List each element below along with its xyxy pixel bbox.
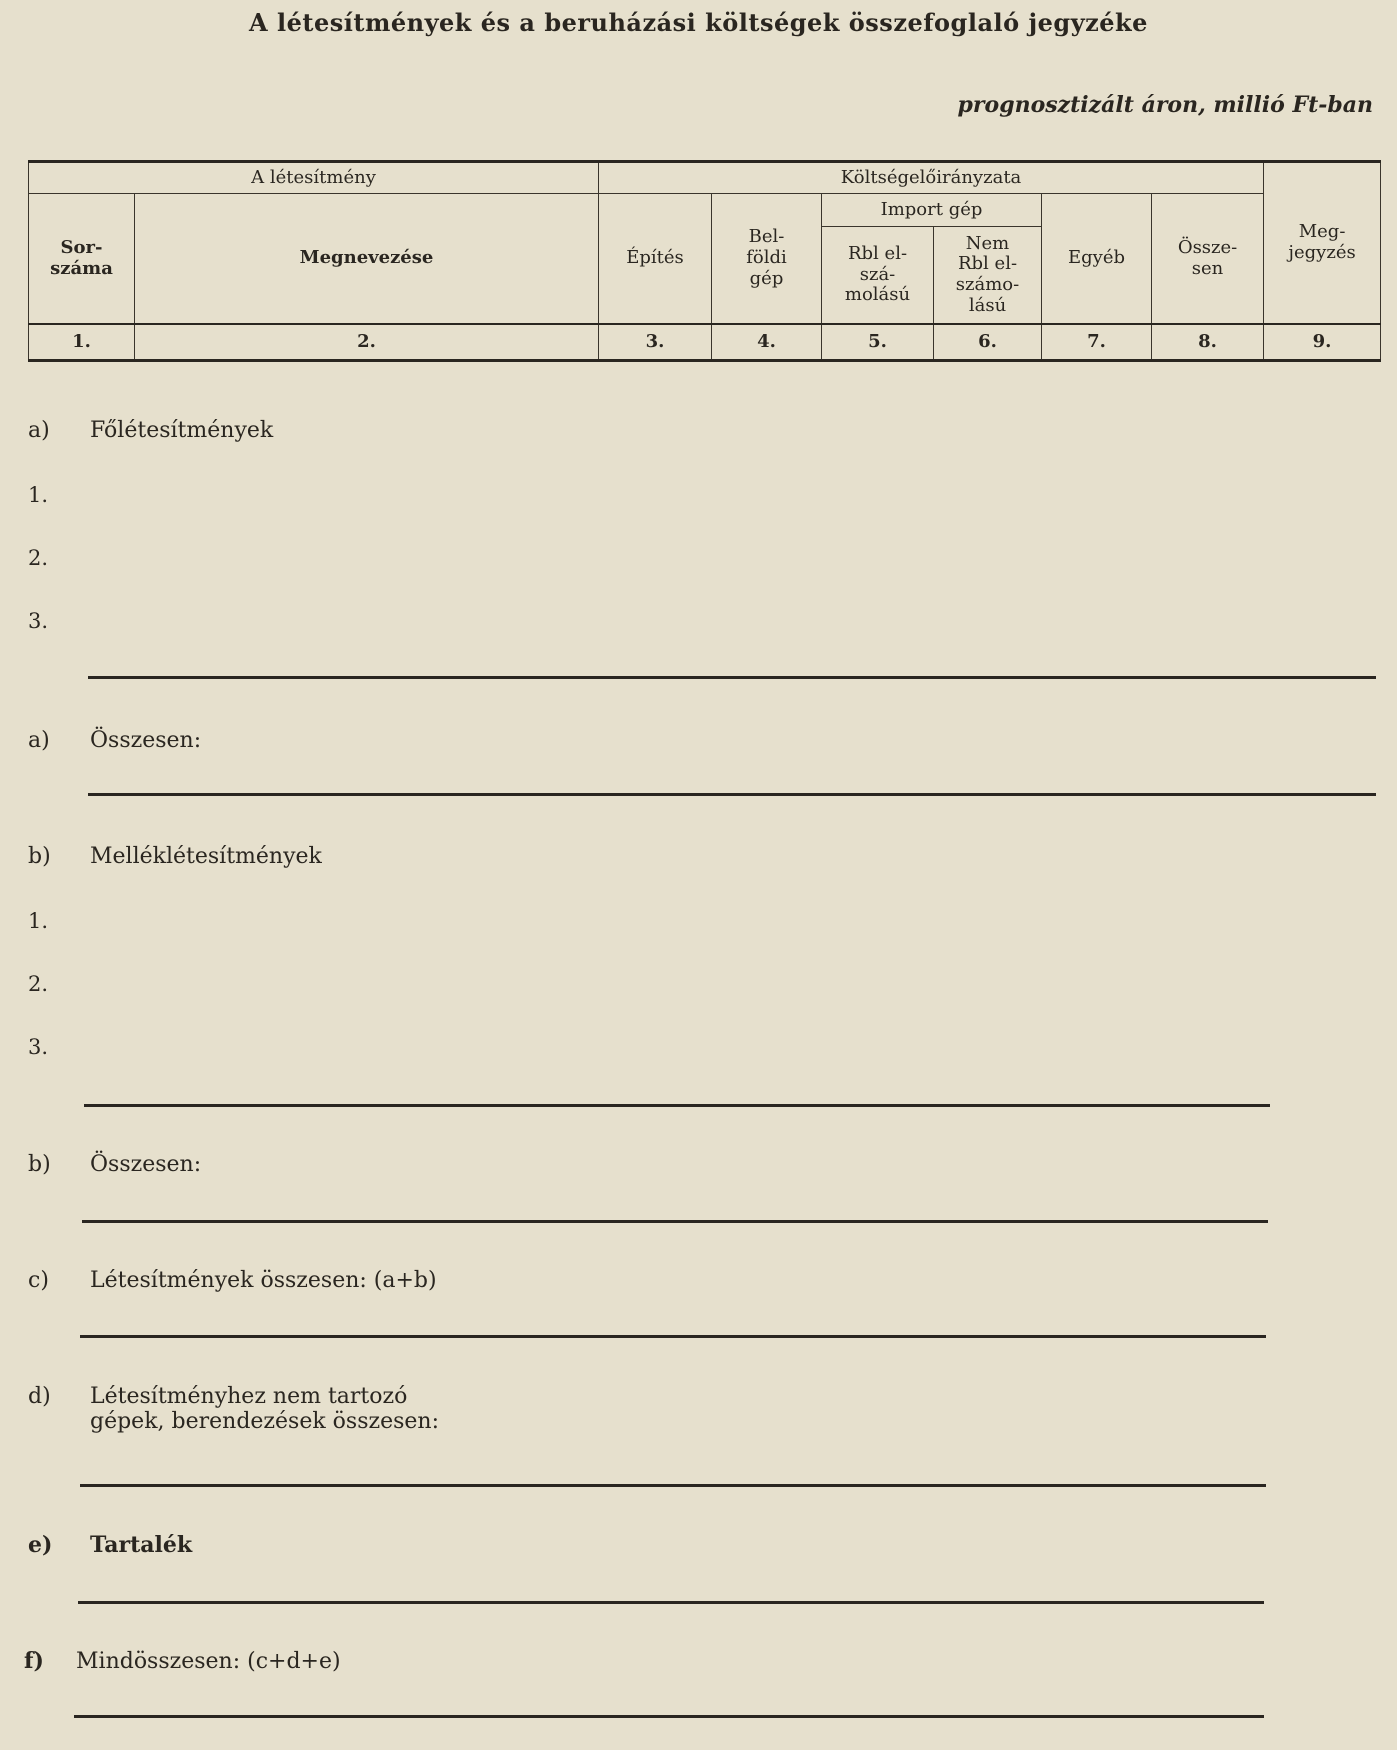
list-item-number: 3.: [28, 1035, 49, 1059]
section-mark: b): [28, 844, 51, 869]
section-a-total: [28, 728, 201, 753]
rule-line: [80, 1335, 1266, 1338]
section-d: [28, 1384, 439, 1434]
col-number: 5.: [822, 324, 934, 361]
col-number: 9.: [1264, 324, 1381, 361]
section-title: Összesen:: [90, 728, 202, 753]
section-title: Főlétesítmények: [90, 418, 274, 443]
section-mark: c): [28, 1268, 49, 1293]
section-c: [28, 1268, 437, 1293]
col-sorszama: Sor- száma: [29, 194, 135, 325]
section-mark: b): [28, 1152, 51, 1177]
list-item-number: 1.: [28, 483, 49, 507]
section-mark: a): [28, 728, 50, 753]
section-f: [24, 1648, 341, 1674]
col-number: 2.: [135, 324, 599, 361]
col-number: 3.: [599, 324, 712, 361]
section-title: Létesítmények összesen: (a+b): [90, 1268, 437, 1293]
col-number: 6.: [934, 324, 1042, 361]
list-item-number: 1.: [28, 909, 49, 933]
rule-line: [80, 1484, 1266, 1487]
document-title: A létesítmények és a beruházási költségek összefoglaló jegyzéke: [249, 8, 1148, 37]
section-b-total: [28, 1152, 201, 1177]
rule-line: [74, 1715, 1264, 1718]
section-mark: a): [28, 418, 50, 443]
section-a-heading: [28, 418, 273, 443]
list-item-number: 3.: [28, 609, 49, 633]
list-item-number: 2.: [28, 546, 49, 570]
group-koltsegeloiranyzata: Költségelőirányzata: [599, 162, 1264, 194]
list-item-number: 2.: [28, 972, 49, 996]
section-title: Létesítményhez nem tartozó: [90, 1384, 408, 1409]
section-b-heading: [28, 844, 322, 869]
col-belfoldi-gep: Bel- földi gép: [712, 194, 822, 325]
rule-line: [88, 793, 1376, 796]
section-title: Összesen:: [90, 1152, 202, 1177]
section-title: Melléklétesítmények: [90, 844, 322, 869]
group-import-gep: Import gép: [822, 194, 1042, 227]
section-title: gépek, berendezések összesen:: [90, 1409, 440, 1434]
rule-line: [84, 1104, 1270, 1107]
col-number: 7.: [1042, 324, 1152, 361]
section-mark: d): [28, 1384, 51, 1409]
group-letesitmeny: A létesítmény: [29, 162, 599, 194]
col-egyeb: Egyéb: [1042, 194, 1152, 325]
section-title: Mindösszesen: (c+d+e): [76, 1649, 341, 1674]
section-mark: e): [28, 1532, 53, 1558]
col-epites: Építés: [599, 194, 712, 325]
col-osszesen: Össze- sen: [1152, 194, 1264, 325]
col-nem-rbl-elszamolasu: Nem Rbl el- számo- lású: [934, 227, 1042, 325]
col-rbl-elszamolasu: Rbl el- szá- molású: [822, 227, 934, 325]
col-megnevezese: Megnevezése: [135, 194, 599, 325]
col-megjegyzes: Meg- jegyzés: [1264, 162, 1381, 325]
section-title: Tartalék: [90, 1532, 193, 1558]
col-number: 4.: [712, 324, 822, 361]
col-number: 8.: [1152, 324, 1264, 361]
col-number: 1.: [29, 324, 135, 361]
cost-table-header: [28, 160, 1381, 362]
rule-line: [88, 676, 1376, 679]
section-e: [28, 1532, 192, 1558]
rule-line: [82, 1220, 1268, 1223]
section-mark: f): [24, 1648, 44, 1674]
document-subtitle: prognosztizált áron, millió Ft-ban: [957, 92, 1373, 118]
rule-line: [78, 1601, 1264, 1604]
